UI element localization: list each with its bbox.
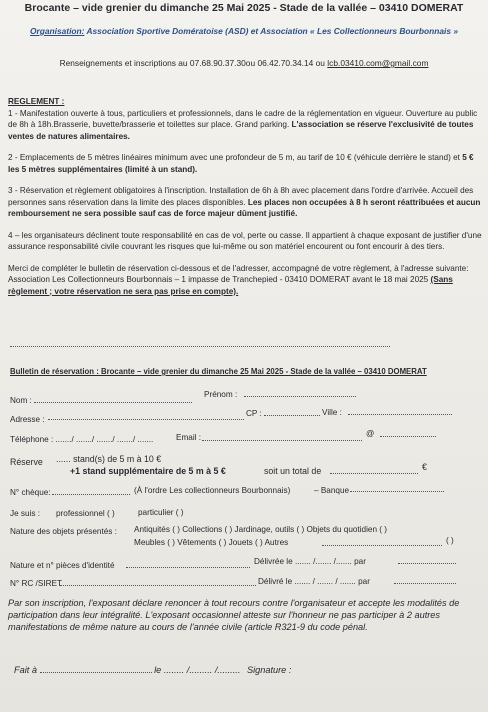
adresse-label: Adresse : bbox=[10, 415, 45, 424]
page-title: Brocante – vide grenier du dimanche 25 Mai 2025 - Stade de la vallée – 03410 DOMERAT bbox=[24, 2, 464, 14]
reglement-p1-text: 1 - Manifestation ouverte à tous, particuliers et professionnels, dans le cadre de la réglementation en vigueur. Ouverture au public de 8h à 18h.Brasserie, buvette/brasserie et toilettes sur place. Grand parking. bbox=[8, 108, 478, 129]
reglement-p4: 4 – les organisateurs déclinent toute responsabilité en cas de vol, perte ou casse. Il appartient à chaque exposant de justifier d'une assurance responsabilité civile couvrant les risques que lui-même ou son matériel encourent ou font encourir à des tiers. bbox=[8, 230, 482, 251]
reglement-p1 bbox=[8, 108, 482, 143]
email-domain-field[interactable] bbox=[380, 428, 436, 437]
delivre-field[interactable]: Délivré le ....... / ....... / ....... par bbox=[258, 577, 370, 586]
cp-field[interactable] bbox=[264, 407, 320, 416]
email-field[interactable] bbox=[202, 432, 362, 441]
signature-label: Signature : bbox=[246, 665, 292, 675]
separator-line bbox=[10, 346, 390, 347]
reglement-p5-bold: (Sans règlement ; votre réservation ne sera pas prise en compte). bbox=[8, 275, 453, 296]
bulletin-heading: Bulletin de réservation : Brocante – vide grenier du dimanche 25 Mai 2025 - Stade de la vallée – 03410 DOMERAT bbox=[10, 367, 427, 376]
piece-field[interactable] bbox=[126, 559, 250, 568]
signature-row bbox=[14, 664, 291, 677]
ville-field[interactable] bbox=[348, 406, 452, 415]
euro-sign: € bbox=[422, 462, 427, 472]
reglement-p5 bbox=[8, 263, 482, 298]
cheque-ordre: (À l'ordre Les collectionneurs Bourbonnais) bbox=[134, 486, 291, 495]
nom-field[interactable] bbox=[34, 394, 192, 403]
jesuis-label: Je suis : bbox=[10, 509, 41, 518]
reglement-p3-text: 3 - Réservation et règlement obligatoires à l'inscription. Installation de 6h à 8h avec placement dans l'ordre d'arrivée. Accueil des personnes sans réservation dans la limite des places disponibles. bbox=[8, 186, 474, 207]
nature-label: Nature des objets présentés : bbox=[10, 527, 117, 536]
reglement-p1-bold: L'association se réserve l'exclusivité de toutes ventes de natures alimentaires. bbox=[8, 120, 474, 141]
delivre-par-field[interactable] bbox=[394, 575, 456, 584]
particulier-checkbox[interactable]: particulier ( ) bbox=[138, 508, 184, 517]
professionnel-checkbox[interactable]: professionnel ( ) bbox=[56, 509, 115, 518]
delivree-field[interactable]: Délivrée le ....... /....... /....... par bbox=[254, 557, 366, 566]
cheque-label: N° chèque: bbox=[10, 488, 51, 497]
supplement-label: +1 stand supplémentaire de 5 m à 5 € bbox=[70, 466, 226, 476]
reglement-p2-text: 2 - Emplacements de 5 mètres linéaires minimum avec une profondeur de 5 m, au tarif de 10 € (véhicule derrière le stand) et bbox=[8, 153, 460, 162]
adresse-field[interactable] bbox=[48, 411, 244, 420]
fait-label: Fait à bbox=[14, 665, 37, 675]
reglement-p5-text: Merci de compléter le bulletin de réservation ci-dessous et de l'adresser, accompagné de votre règlement, à l'adresse suivante: Association Les Collectionneurs Bourbonnais – 1 impasse de Tranchepied - 03410 DOMERAT avant le 18 mai 2025 bbox=[8, 263, 469, 284]
reglement-p3-bold: Les places non occupées à 8 h seront réattribuées et aucun remboursement ne sera possible sauf cas de force majeur dûment justifié. bbox=[8, 197, 481, 218]
autres-field[interactable] bbox=[322, 537, 442, 546]
organisation-label: Organisation: bbox=[30, 26, 85, 36]
reserve-label: Réserve bbox=[10, 457, 43, 467]
reglement-p2 bbox=[8, 152, 482, 175]
contact-email-link[interactable]: lcb.03410.com@gmail.com bbox=[327, 58, 429, 68]
contact-text: Renseignements et inscriptions au 07.68.90.37.30ou 06.42.70.34.14 ou bbox=[59, 58, 325, 68]
reglement-section bbox=[8, 96, 482, 297]
rc-label: N° RC /SIRET bbox=[10, 579, 62, 588]
ville-label: Ville : bbox=[322, 408, 342, 417]
prenom-label: Prénom : bbox=[204, 390, 238, 399]
organisation-text: Association Sportive Domératoise (ASD) et Association « Les Collectionneurs Bourbonnais » bbox=[86, 26, 458, 36]
telephone-field[interactable]: Téléphone : ......./ ......./ ......./ ......./ ....... bbox=[10, 435, 154, 444]
nature-options-line1[interactable]: Antiquités ( ) Collections ( ) Jardinage, outils ( ) Objets du quotidien ( ) bbox=[134, 525, 388, 534]
email-label: Email : bbox=[176, 433, 202, 442]
delivree-par-field[interactable] bbox=[398, 555, 456, 564]
at-sign: @ bbox=[366, 429, 375, 438]
fait-field[interactable] bbox=[40, 664, 152, 673]
cp-label: CP : bbox=[246, 409, 262, 418]
reglement-p2-bold: 5 € les 5 mètres supplémentaires (limité à un stand). bbox=[8, 153, 474, 174]
date-field[interactable]: le ........ /......... /......... bbox=[154, 665, 241, 675]
nature-options-line2[interactable]: Meubles ( ) Vêtements ( ) Jouets ( ) Autres bbox=[134, 538, 289, 547]
rc-field[interactable] bbox=[60, 577, 256, 586]
total-field[interactable] bbox=[330, 465, 418, 474]
nom-label: Nom : bbox=[10, 396, 32, 405]
piece-label: Nature et n° pièces d'identité bbox=[10, 561, 115, 570]
banque-field[interactable] bbox=[350, 483, 444, 492]
stand-count-field[interactable]: ...... stand(s) de 5 m à 10 € bbox=[56, 454, 162, 464]
total-label: soit un total de bbox=[264, 466, 322, 476]
cheque-field[interactable] bbox=[52, 486, 130, 495]
prenom-field[interactable] bbox=[244, 388, 356, 397]
autres-checkbox[interactable]: ( ) bbox=[446, 536, 454, 545]
declaration-text: Par son inscription, l'exposant déclare renoncer à tout recours contre l'organisateur et accepte les modalités de participation dans leur intégralité. L'exposant occasionnel atteste sur l'honneur ne pas participer à 2 autres manifestations de même nature au cours de l'année civile (article R321-9 du code pénal. bbox=[8, 598, 460, 633]
contact-line bbox=[0, 58, 488, 70]
banque-label: – Banque bbox=[314, 486, 350, 495]
reglement-p3 bbox=[8, 185, 482, 220]
reglement-heading: REGLEMENT : bbox=[8, 97, 65, 106]
organisation-line bbox=[0, 26, 488, 38]
